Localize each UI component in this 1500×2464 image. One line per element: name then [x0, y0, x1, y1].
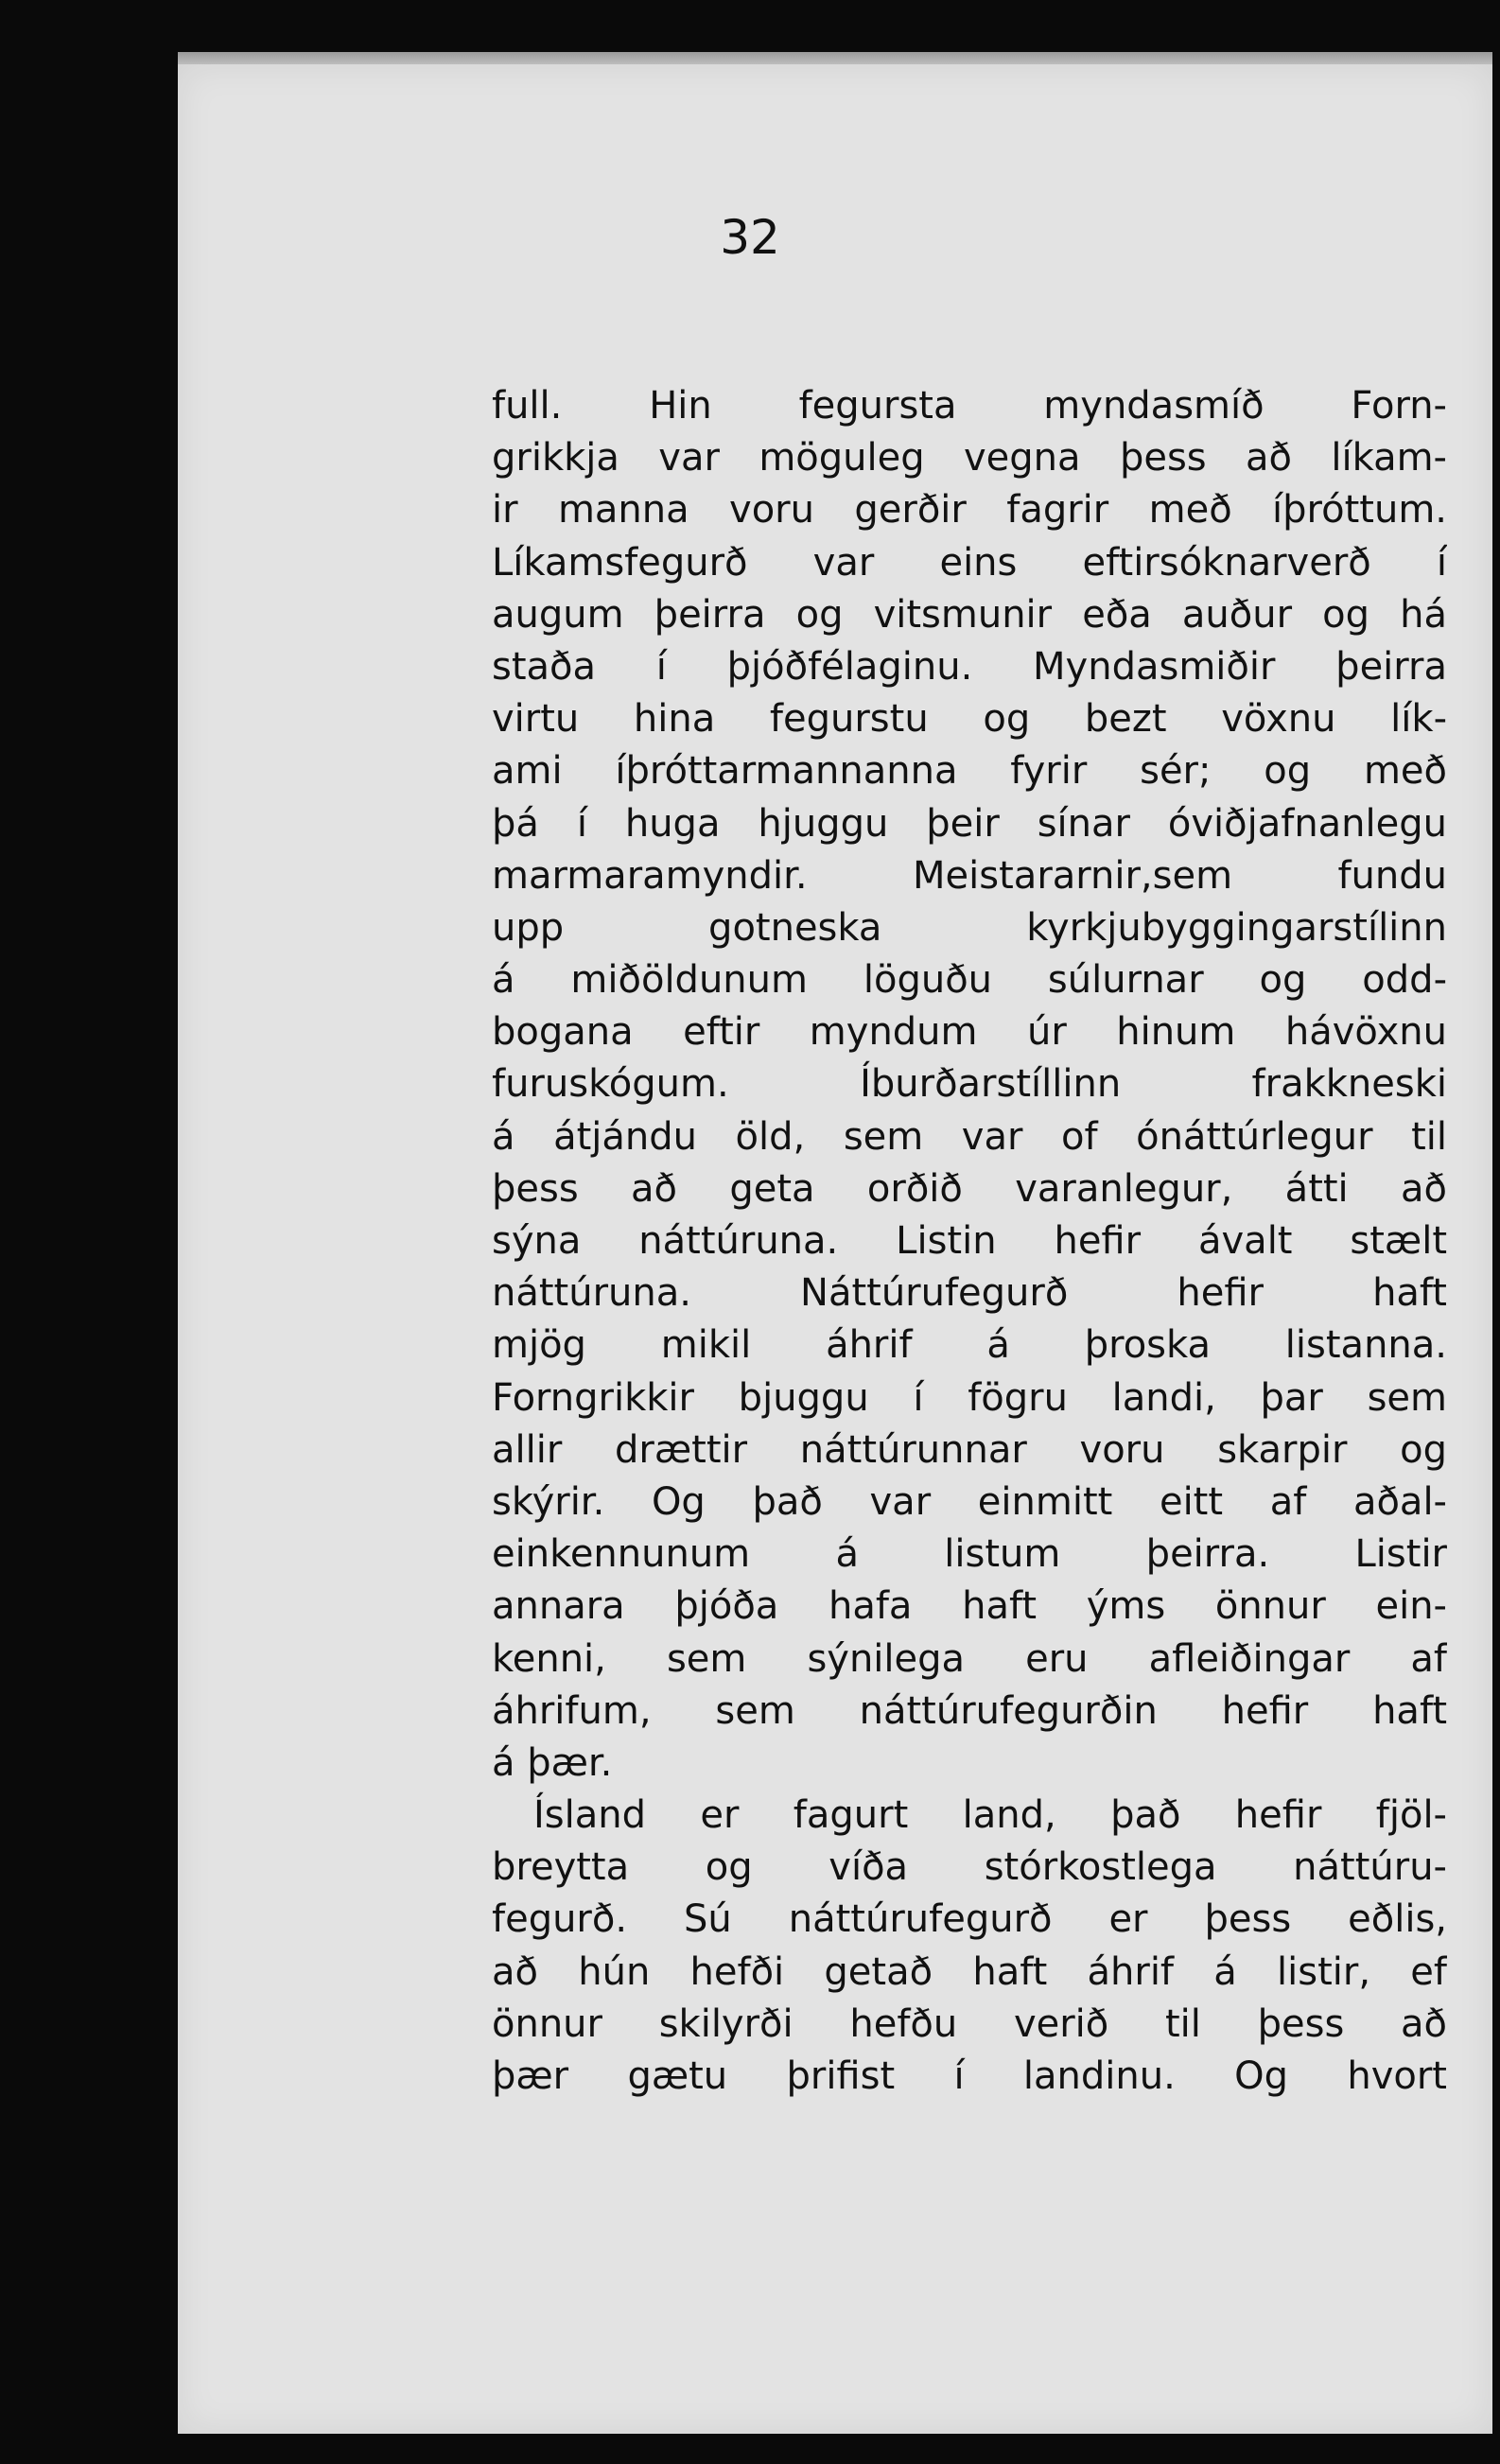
- text-line: ami íþróttarmannanna fyrir sér; og með: [492, 749, 1447, 794]
- text-line: allir drættir náttúrunnar voru skarpir og: [492, 1427, 1447, 1472]
- text-line: fegurð. Sú náttúrufegurð er þess eðlis,: [492, 1897, 1447, 1942]
- text-line: upp gotneska kyrkjubyggingarstílinn: [492, 905, 1447, 950]
- text-line: önnur skilyrði hefðu verið til þess að: [492, 2001, 1447, 2046]
- text-line: augum þeirra og vitsmunir eða auður og há: [492, 592, 1447, 637]
- text-line: staða í þjóðfélaginu. Myndasmiðir þeirra: [492, 644, 1447, 689]
- text-line: furuskógum. Íburðarstíllinn frakkneski: [492, 1062, 1447, 1107]
- text-line: á átjándu öld, sem var of ónáttúrlegur til: [492, 1114, 1447, 1159]
- text-line: Forngrikkir bjuggu í fögru landi, þar sem: [492, 1375, 1447, 1420]
- text-line: þá í huga hjuggu þeir sínar óviðjafnanlegu: [492, 801, 1447, 846]
- text-line: grikkja var möguleg vegna þess að líkam-: [492, 436, 1447, 481]
- text-line: ir manna voru gerðir fagrir með íþróttum.: [492, 488, 1447, 533]
- text-line: marmaramyndir. Meistararnir,sem fundu: [492, 853, 1447, 898]
- text-line: breytta og víða stórkostlega náttúru-: [492, 1845, 1447, 1890]
- text-line: annara þjóða hafa haft ýms önnur ein-: [492, 1584, 1447, 1629]
- text-line: að hún hefði getað haft áhrif á listir, ef: [492, 1949, 1447, 1994]
- text-line: Líkamsfegurð var eins eftirsóknarverð í: [492, 540, 1447, 585]
- text-line: kenni, sem sýnilega eru afleiðingar af: [492, 1636, 1447, 1681]
- body-text: [492, 380, 1447, 2103]
- text-line: bogana eftir myndum úr hinum hávöxnu: [492, 1010, 1447, 1055]
- text-line: þær gætu þrifist í landinu. Og hvort: [492, 2054, 1447, 2098]
- text-line: einkennunum á listum þeirra. Listir: [492, 1532, 1447, 1577]
- page-number: 32: [720, 210, 780, 265]
- text-line: Ísland er fagurt land, það hefir fjöl-: [533, 1793, 1447, 1838]
- text-line: náttúruna. Náttúrufegurð hefir haft: [492, 1271, 1447, 1316]
- text-line: full. Hin fegursta myndasmíð Forn-: [492, 384, 1447, 428]
- text-line: sýna náttúruna. Listin hefir ávalt stælt: [492, 1219, 1447, 1263]
- text-line: skýrir. Og það var einmitt eitt af aðal-: [492, 1479, 1447, 1524]
- text-line: mjög mikil áhrif á þroska listanna.: [492, 1323, 1447, 1368]
- text-line: þess að geta orðið varanlegur, átti að: [492, 1166, 1447, 1211]
- text-line: á þær.: [492, 1740, 613, 1785]
- text-line: virtu hina fegurstu og bezt vöxnu lík-: [492, 697, 1447, 742]
- text-line: á miðöldunum löguðu súlurnar og odd-: [492, 958, 1447, 1003]
- text-line: áhrifum, sem náttúrufegurðin hefir haft: [492, 1688, 1447, 1733]
